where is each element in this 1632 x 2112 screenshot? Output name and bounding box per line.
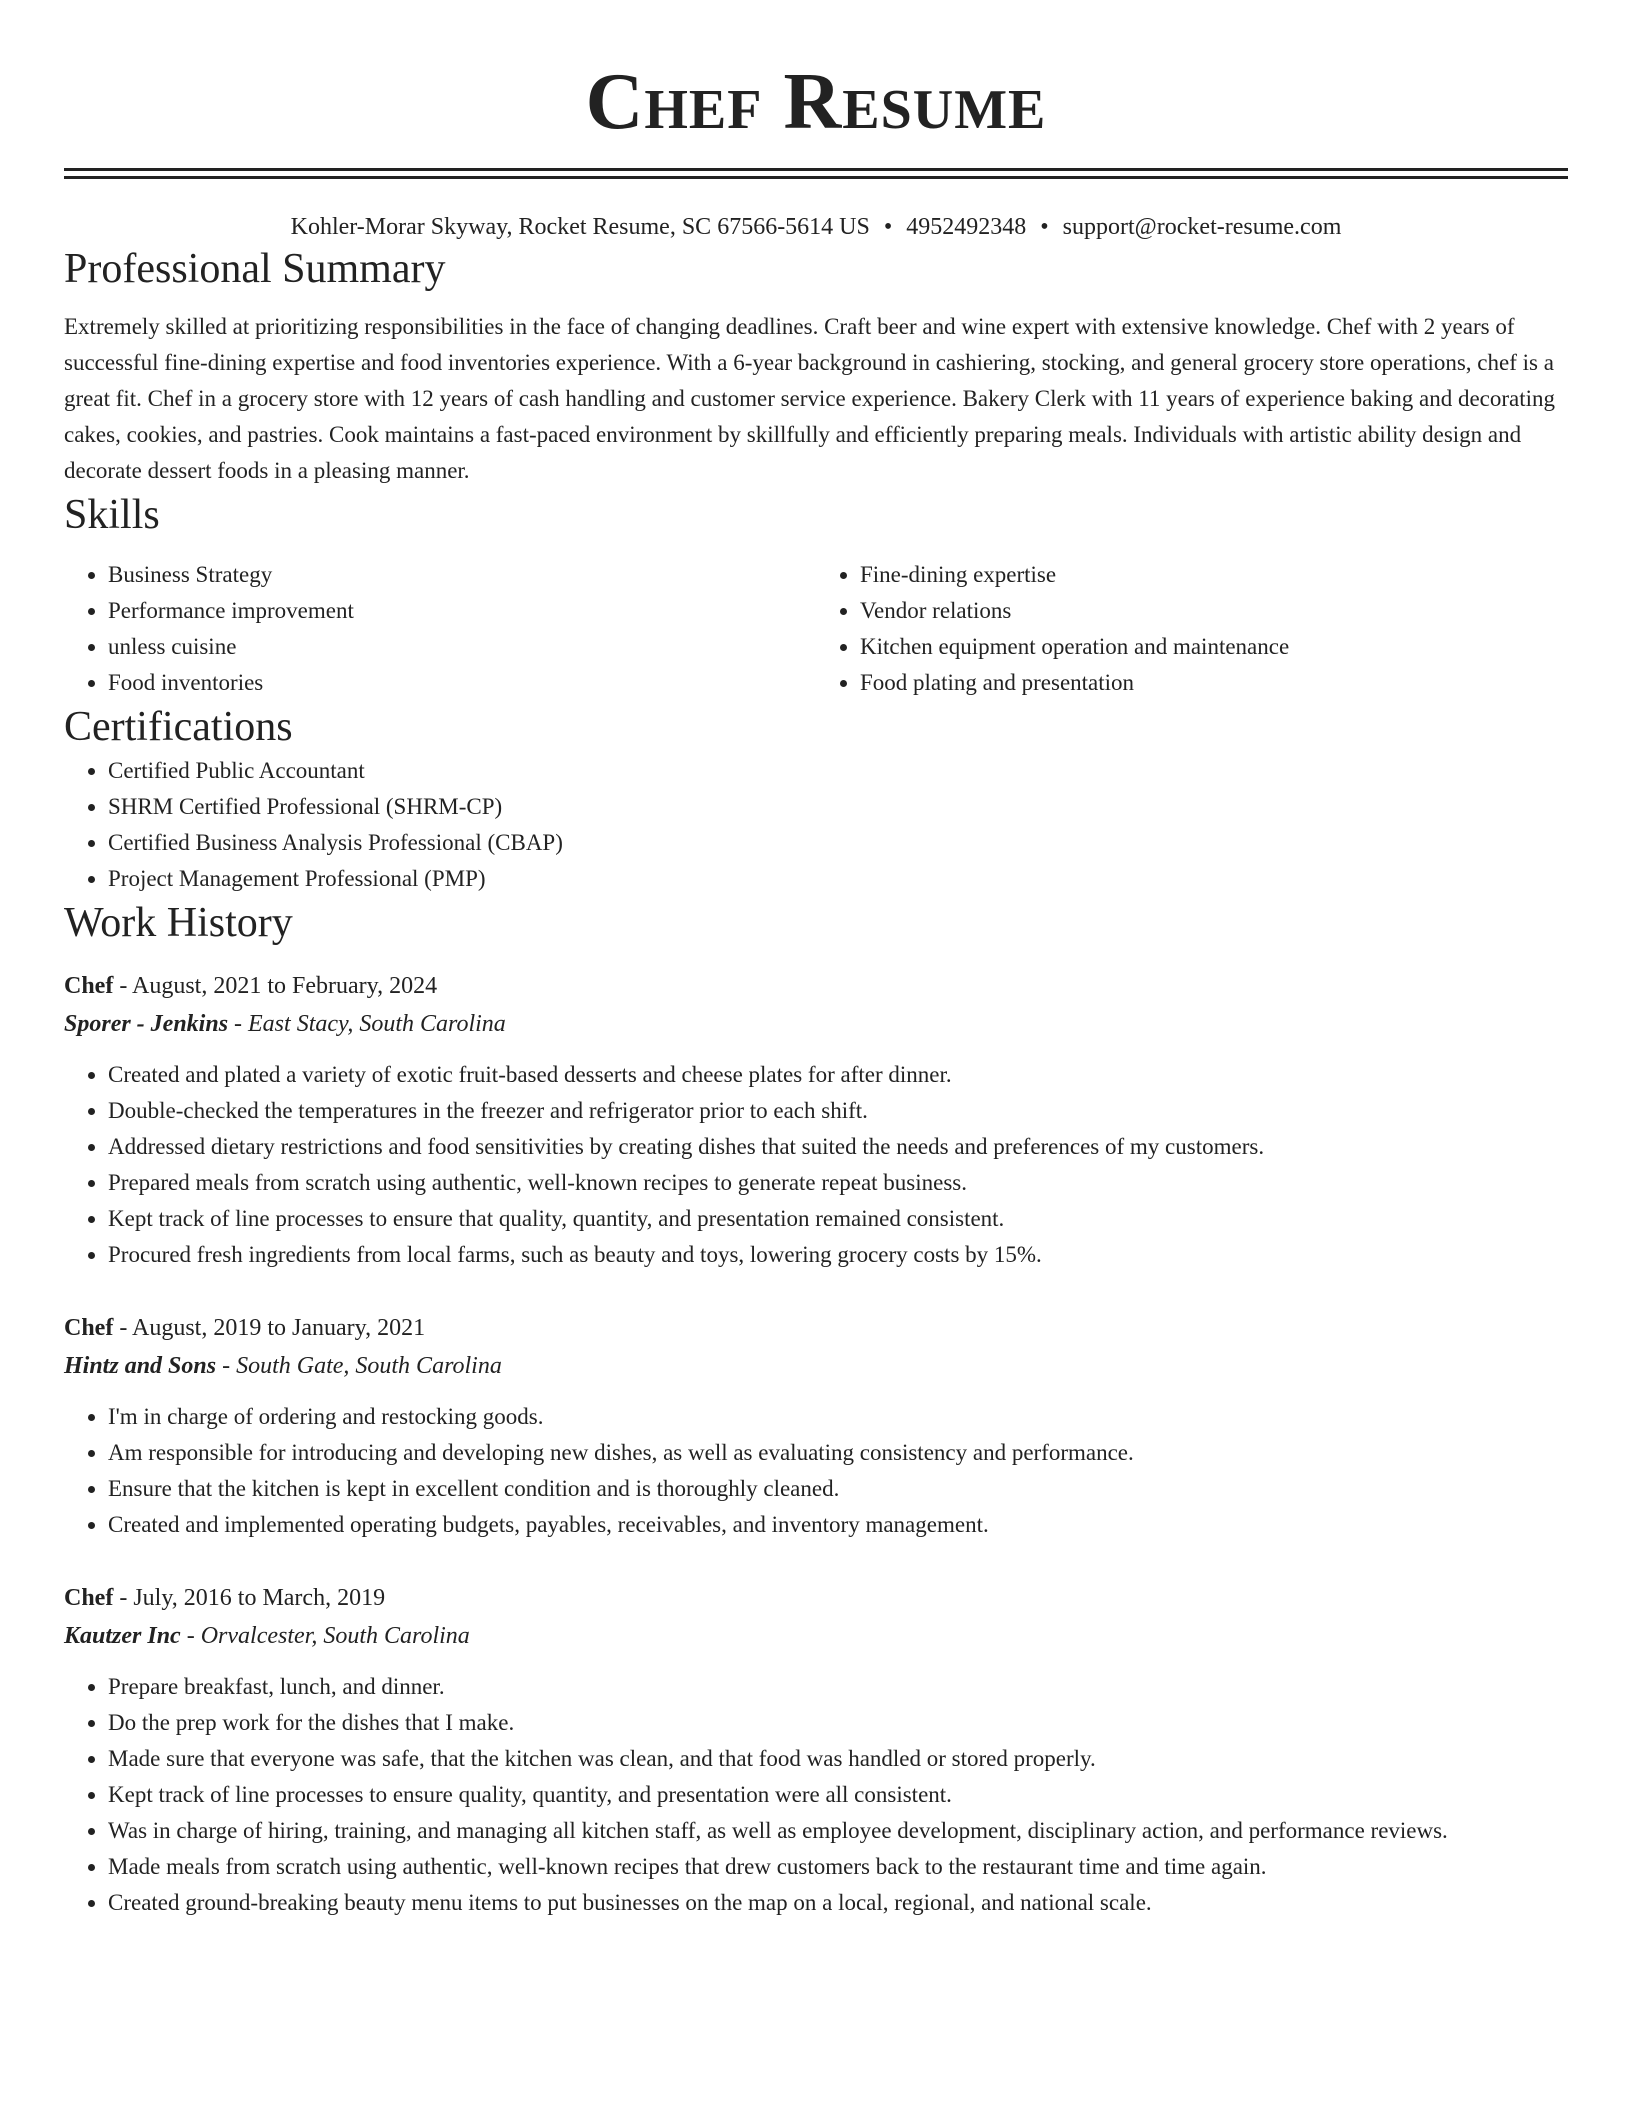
contact-line	[64, 211, 1568, 243]
job-bullet: • Prepared meals from scratch using authentic, well-known recipes to generate repeat business.	[108, 1165, 1568, 1201]
job-location: - East Stacy, South Carolina	[228, 1011, 506, 1037]
certification-item: • Project Management Professional (PMP)	[108, 861, 1568, 897]
skills-heading: Skills	[64, 492, 160, 538]
job-bullets	[64, 1057, 1568, 1273]
job-entry	[64, 1579, 1568, 1921]
certifications-heading: Certifications	[64, 704, 293, 750]
contact-separator: •	[883, 214, 893, 240]
contact-email: support@rocket-resume.com	[1062, 214, 1342, 240]
job-bullet: • Procured fresh ingredients from local farms, such as beauty and toys, lowering grocery costs by 15%.	[108, 1237, 1568, 1273]
job-entry	[64, 967, 1568, 1273]
job-bullet: • I'm in charge of ordering and restocking goods.	[108, 1399, 1568, 1435]
contact-address: Kohler-Morar Skyway, Rocket Resume, SC 67566-5614 US	[290, 214, 870, 240]
skill-item: • unless cuisine	[108, 629, 816, 665]
skill-item: • Business Strategy	[108, 557, 816, 593]
job-bullet: • Do the prep work for the dishes that I make.	[108, 1705, 1568, 1741]
skills-grid	[64, 557, 1568, 701]
job-company: Hintz and Sons	[64, 1353, 217, 1379]
title-rule-top	[64, 168, 1568, 171]
certification-item: • Certified Public Accountant	[108, 753, 1568, 789]
job-title-line	[64, 1579, 1568, 1617]
job-dates: - July, 2016 to March, 2019	[113, 1585, 386, 1611]
job-bullet: • Kept track of line processes to ensure quality, quantity, and presentation were all consistent.	[108, 1777, 1568, 1813]
skill-item: • Food plating and presentation	[860, 665, 1568, 701]
job-location: - Orvalcester, South Carolina	[180, 1623, 470, 1649]
job-bullet: • Kept track of line processes to ensure that quality, quantity, and presentation remained consistent.	[108, 1201, 1568, 1237]
contact-separator: •	[1040, 214, 1049, 240]
skill-item: • Kitchen equipment operation and maintenance	[860, 629, 1568, 665]
skill-item: • Fine-dining expertise	[860, 557, 1568, 593]
job-bullets	[64, 1399, 1568, 1543]
job-company-line	[64, 1005, 1568, 1043]
job-title-line	[64, 967, 1568, 1005]
skills-list-left	[64, 557, 816, 701]
job-location: - South Gate, South Carolina	[216, 1353, 502, 1379]
job-entry	[64, 1309, 1568, 1543]
job-title-line	[64, 1309, 1568, 1347]
job-company-line	[64, 1617, 1568, 1655]
job-bullet: • Made sure that everyone was safe, that the kitchen was clean, and that food was handled or stored properly.	[108, 1741, 1568, 1777]
job-bullet: • Created and plated a variety of exotic fruit-based desserts and cheese plates for after dinner.	[108, 1057, 1568, 1093]
work-history-heading: Work History	[64, 900, 293, 946]
certification-item: • SHRM Certified Professional (SHRM-CP)	[108, 789, 1568, 825]
job-bullet: • Was in charge of hiring, training, and managing all kitchen staff, as well as employee development, disciplinary action, and performance reviews.	[108, 1813, 1568, 1849]
job-company-line	[64, 1347, 1568, 1385]
job-dates: - August, 2021 to February, 2024	[113, 973, 438, 999]
skill-item: • Food inventories	[108, 665, 816, 701]
skill-item: • Performance improvement	[108, 593, 816, 629]
job-role: Chef	[64, 1585, 114, 1611]
skill-item: • Vendor relations	[860, 593, 1568, 629]
job-bullet: • Addressed dietary restrictions and food sensitivities by creating dishes that suited the needs and preferences of my customers.	[108, 1129, 1568, 1165]
summary-heading: Professional Summary	[64, 246, 446, 292]
job-bullet: • Created and implemented operating budgets, payables, receivables, and inventory management.	[108, 1507, 1568, 1543]
job-bullet: • Double-checked the temperatures in the freezer and refrigerator prior to each shift.	[108, 1093, 1568, 1129]
skills-list-right	[816, 557, 1568, 701]
job-bullet: • Ensure that the kitchen is kept in excellent condition and is thoroughly cleaned.	[108, 1471, 1568, 1507]
certifications-list	[64, 753, 1568, 897]
job-bullet: • Made meals from scratch using authentic, well-known recipes that drew customers back to the restaurant time and time again.	[108, 1849, 1568, 1885]
job-dates: - August, 2019 to January, 2021	[113, 1315, 426, 1341]
job-bullet: • Created ground-breaking beauty menu items to put businesses on the map on a local, regional, and national scale.	[108, 1885, 1568, 1921]
job-bullets	[64, 1669, 1568, 1921]
job-bullet: • Am responsible for introducing and developing new dishes, as well as evaluating consistency and performance.	[108, 1435, 1568, 1471]
job-role: Chef	[64, 1315, 114, 1341]
job-role: Chef	[64, 973, 114, 999]
job-company: Kautzer Inc	[64, 1623, 181, 1649]
resume-title: Chef Resume	[585, 58, 1047, 146]
title-rule-bottom	[64, 176, 1568, 179]
summary-text: Extremely skilled at prioritizing responsibilities in the face of changing deadlines. Craft beer and wine expert with extensive knowledge. Chef with 2 years of successful fine-dining expertise and food inventories experience. With a 6-year background in cashiering, stocking, and general grocery store operations, chef is a great fit. Chef in a grocery store with 12 years of cash handling and customer service experience. Bakery Clerk with 11 years of experience baking and decorating cakes, cookies, and pastries. Cook maintains a fast-paced environment by skillfully and efficiently preparing meals. Individuals with artistic ability design and decorate dessert foods in a pleasing manner.	[64, 314, 1556, 483]
job-company: Sporer - Jenkins	[64, 1011, 229, 1037]
contact-phone: 4952492348	[906, 214, 1027, 240]
job-bullet: • Prepare breakfast, lunch, and dinner.	[108, 1669, 1568, 1705]
certification-item: • Certified Business Analysis Professional (CBAP)	[108, 825, 1568, 861]
